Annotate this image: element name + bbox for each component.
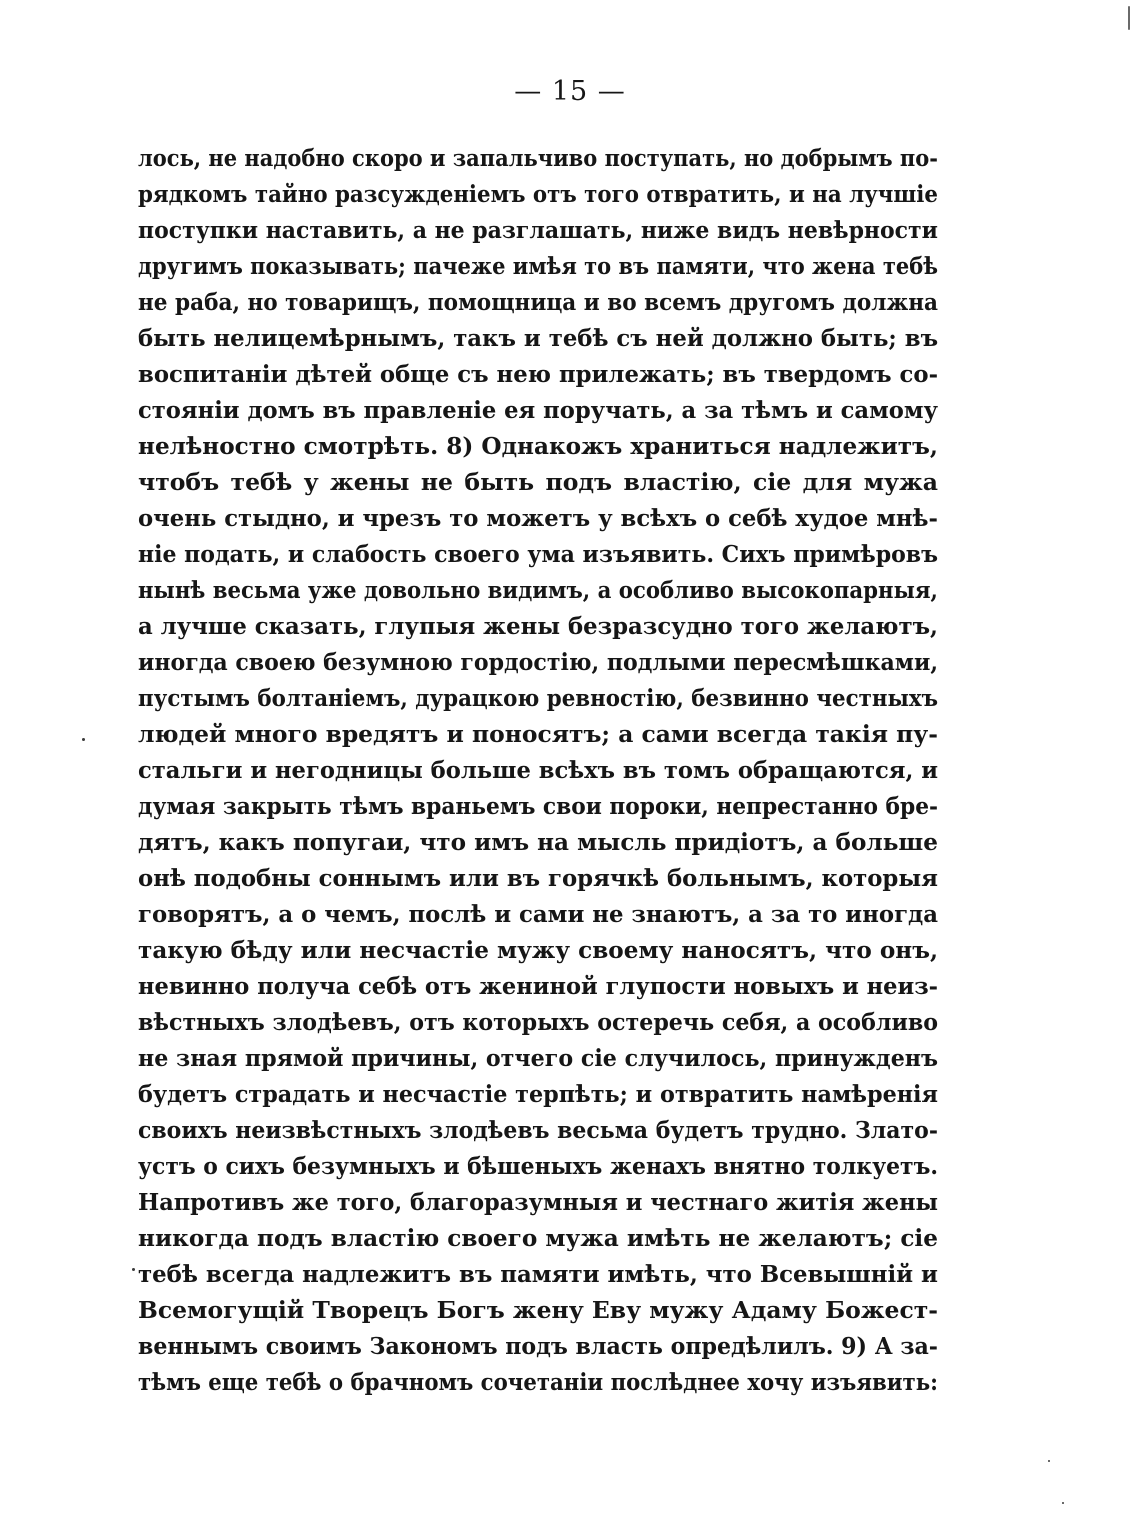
text-line: не зная прямой причины, отчего сіе случилось, принужденъ [138,1044,939,1072]
text-line: своихъ неизвѣстныхъ злодѣевъ весьма будетъ трудно. Злато- [138,1116,938,1144]
text-line: пустымъ болтаніемъ, дурацкою ревностію, безвинно честныхъ [138,684,939,712]
text-line: тѣмъ еще тебѣ о брачномъ сочетаніи послѣднее хочу изъявить: [138,1368,938,1396]
text-line: невинно получа себѣ отъ жениной глупости новыхъ и неиз- [138,972,939,1000]
text-line: стояніи домъ въ правленіе ея поручать, а за тѣмъ и самому [138,396,938,424]
text-line: другимъ показывать; пачеже имѣя то въ памяти, что жена тебѣ [138,252,938,280]
text-line: не раба, но товарищъ, помощница и во всемъ другомъ должна [138,288,939,316]
text-line: Напротивъ же того, благоразумныя и честнаго житія жены [138,1188,939,1216]
page-number: — 15 — [514,76,626,107]
scan-speck [1128,6,1130,30]
scan-speck [132,1268,135,1271]
text-line: лось, не надобно скоро и запальчиво поступать, но добрымъ по- [138,144,938,172]
text-line: а лучше сказать, глупыя жены безразсудно того желаютъ, [138,612,938,640]
scan-speck [1062,1502,1064,1504]
text-line: нелѣностно смотрѣть. 8) Однакожъ храниться надлежитъ, [138,432,938,460]
text-line: думая закрыть тѣмъ враньемъ свои пороки, непрестанно бре- [138,792,939,820]
text-line: ніе подать, и слабость своего ума изъявить. Сихъ примѣровъ [138,540,939,568]
text-line: говорятъ, а о чемъ, послѣ и сами не знаютъ, а за то иногда [138,900,938,928]
text-line: рядкомъ тайно разсужденіемъ отъ того отвратить, и на лучшіе [138,180,938,208]
text-line: воспитаніи дѣтей обще съ нею прилежать; въ твердомъ со- [138,360,939,388]
text-line: стальги и негодницы больше всѣхъ въ томъ обращаются, и [138,756,939,784]
body-text [138,140,938,1400]
text-line: иногда своею безумною гордостію, подлыми пересмѣшками, [138,648,939,676]
text-line: очень стыдно, и чрезъ то можетъ у всѣхъ о себѣ худое мнѣ- [138,504,938,532]
text-line: вѣстныхъ злодѣевъ, отъ которыхъ остеречь себя, а особливо [138,1008,939,1036]
text-line: онѣ подобны соннымъ или въ горячкѣ больнымъ, которыя [138,864,939,892]
text-line: поступки наставить, а не разглашать, ниже видъ невѣрности [138,216,938,244]
scan-speck [1048,1460,1050,1462]
text-line: устъ о сихъ безумныхъ и бѣшеныхъ женахъ внятно толкуетъ. [138,1152,938,1180]
text-line: никогда подъ властію своего мужа имѣть не желаютъ; сіе [138,1224,938,1252]
text-line: такую бѣду или несчастіе мужу своему наносятъ, что онъ, [138,936,939,964]
text-line: дятъ, какъ попугаи, что имъ на мысль придіотъ, а больше [138,828,938,856]
text-line: будетъ страдать и несчастіе терпѣть; и отвратить намѣренія [138,1080,939,1108]
text-line: тебѣ всегда надлежитъ въ памяти имѣть, что Всевышній и [138,1260,938,1288]
text-line: чтобъ тебѣ у жены не быть подъ властію, сіе для мужа [138,468,938,496]
text-line: людей много вредятъ и поносятъ; а сами всегда такія пу- [138,720,938,748]
text-line: Всемогущій Творецъ Богъ жену Еву мужу Адаму Божест- [138,1296,939,1324]
scan-speck [82,738,85,741]
text-line: быть нелицемѣрнымъ, такъ и тебѣ съ ней должно быть; въ [138,324,939,352]
text-line: нынѣ весьма уже довольно видимъ, а особливо высокопарныя, [138,576,938,604]
text-line: веннымъ своимъ Закономъ подъ власть опредѣлилъ. 9) А за- [138,1332,938,1360]
